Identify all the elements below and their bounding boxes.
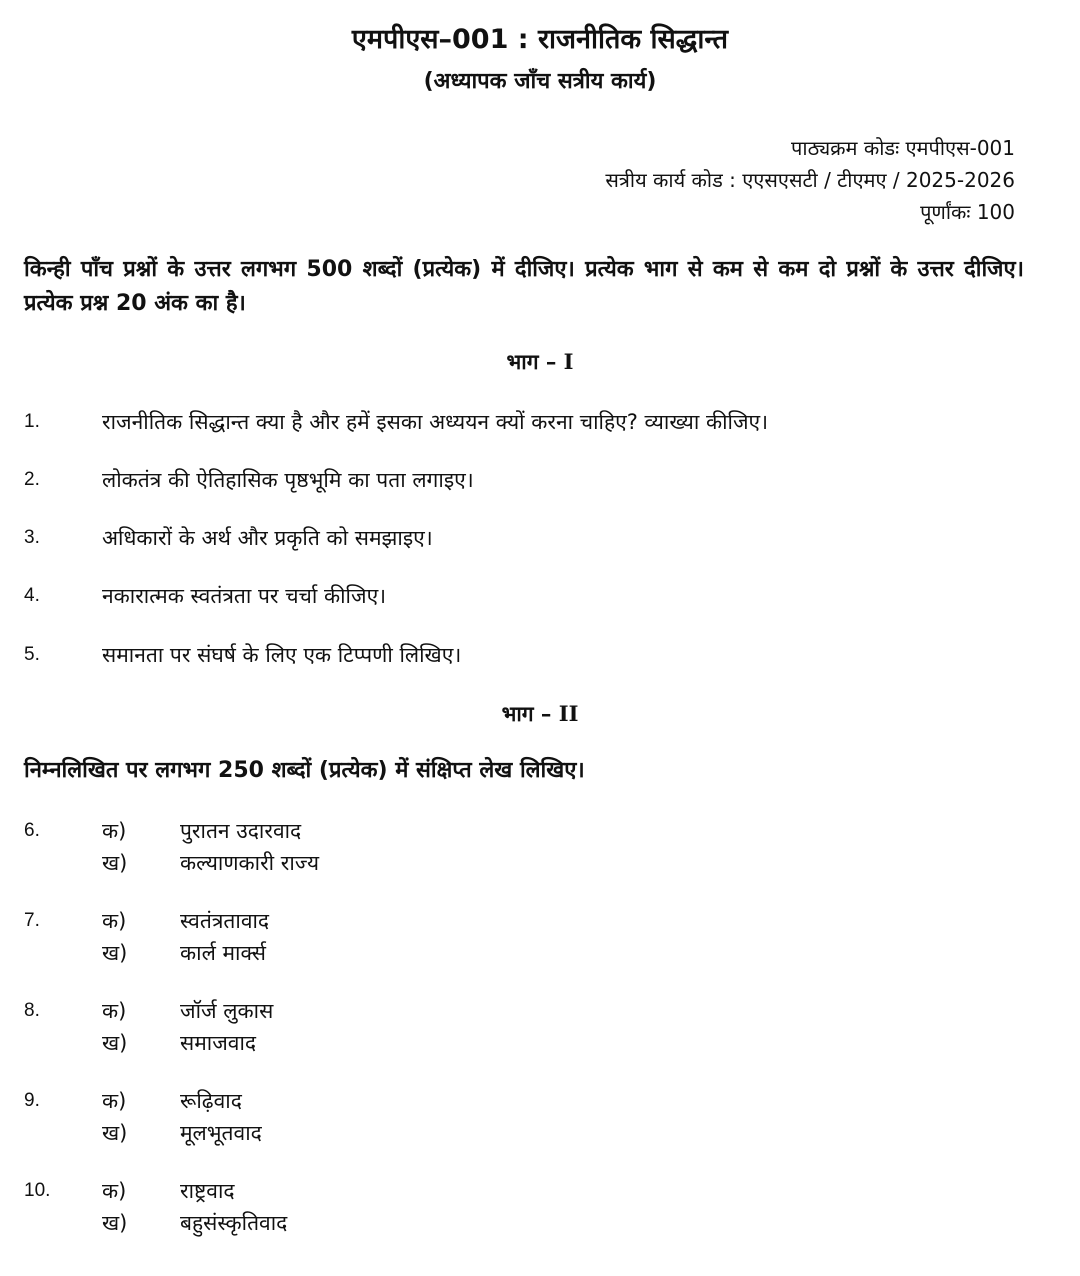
sub-item-text: पुरातन उदारवाद	[180, 819, 302, 843]
sub-item-text: कार्ल मार्क्स	[180, 941, 266, 965]
sub-item-marker: ख)	[102, 1211, 128, 1235]
sub-item-marker: क)	[102, 1179, 127, 1203]
short-note-group	[0, 1174, 1080, 1244]
sub-item-text: समाजवाद	[180, 1031, 257, 1055]
question-text: राजनीतिक सिद्धान्त क्या है और हमें इसका अध्ययन क्यों करना चाहिए? व्याख्या कीजिए।	[102, 410, 769, 434]
page-title: एमपीएस–001 : राजनीतिक सिद्धान्त	[351, 24, 729, 55]
question-number: 2.	[24, 469, 40, 490]
question-item	[0, 576, 1080, 616]
question-text: नकारात्मक स्वतंत्रता पर चर्चा कीजिए।	[102, 584, 387, 608]
sub-item-marker: क)	[102, 999, 127, 1023]
question-number: 1.	[24, 411, 40, 432]
short-note-group	[0, 904, 1080, 974]
assignment-code: सत्रीय कार्य कोड : एएसएसटी / टीएमए / 2025-2026	[605, 168, 1015, 192]
sub-item-text: राष्ट्रवाद	[180, 1179, 235, 1203]
sub-item-marker: क)	[102, 909, 127, 933]
question-text: लोकतंत्र की ऐतिहासिक पृष्ठभूमि का पता लगाइए।	[102, 468, 474, 492]
course-code: पाठ्यक्रम कोडः एमपीएस-001	[791, 136, 1015, 160]
sub-item-text: स्वतंत्रतावाद	[180, 909, 270, 933]
question-text: समानता पर संघर्ष के लिए एक टिप्पणी लिखिए।	[102, 643, 462, 667]
assignment-meta	[605, 132, 1015, 228]
question-number: 9.	[24, 1090, 40, 1111]
short-note-item	[0, 814, 1080, 848]
question-number: 6.	[24, 820, 40, 841]
question-item	[0, 518, 1080, 558]
sub-item-text: मूलभूतवाद	[180, 1121, 262, 1145]
part2-instructions: निम्नलिखित पर लगभग 250 शब्दों (प्रत्येक) में संक्षिप्त लेख लिखिए।	[24, 758, 585, 783]
short-note-item	[0, 1084, 1080, 1118]
sub-item-marker: क)	[102, 1089, 127, 1113]
sub-item-marker: ख)	[102, 1031, 128, 1055]
question-text: अधिकारों के अर्थ और प्रकृति को समझाइए।	[102, 526, 433, 550]
question-item	[0, 402, 1080, 442]
sub-item-text: कल्याणकारी राज्य	[180, 851, 320, 875]
sub-item-marker: क)	[102, 819, 127, 843]
sub-item-marker: ख)	[102, 941, 128, 965]
sub-item-text: रूढ़िवाद	[180, 1089, 242, 1113]
question-item	[0, 635, 1080, 675]
short-note-item	[0, 1206, 1080, 1240]
short-note-item	[0, 904, 1080, 938]
part2-heading: भाग – II	[501, 701, 579, 726]
question-number: 5.	[24, 644, 40, 665]
short-note-item	[0, 936, 1080, 970]
short-note-group	[0, 994, 1080, 1064]
question-number: 8.	[24, 1000, 40, 1021]
question-number: 4.	[24, 585, 40, 606]
short-note-item	[0, 846, 1080, 880]
sub-item-text: जॉर्ज लुकास	[180, 999, 274, 1023]
sub-item-marker: ख)	[102, 851, 128, 875]
max-marks: पूर्णांकः 100	[920, 200, 1015, 224]
question-number: 7.	[24, 910, 40, 931]
short-note-group	[0, 814, 1080, 884]
question-item	[0, 460, 1080, 500]
short-note-item	[0, 994, 1080, 1028]
short-note-item	[0, 1174, 1080, 1208]
short-note-group	[0, 1084, 1080, 1154]
part1-heading: भाग – I	[506, 349, 574, 374]
question-number: 10.	[24, 1180, 51, 1201]
sub-item-marker: ख)	[102, 1121, 128, 1145]
short-note-item	[0, 1026, 1080, 1060]
sub-item-text: बहुसंस्कृतिवाद	[180, 1211, 288, 1235]
part1-instructions: किन्ही पाँच प्रश्नों के उत्तर लगभग 500 शब्दों (प्रत्येक) में दीजिए। प्रत्येक भाग से कम से कम दो प्रश्नों के उत्तर दीजिए। प्रत्येक प्रश्न 20 अंक का है।	[24, 257, 1024, 316]
question-number: 3.	[24, 527, 40, 548]
page-subtitle: (अध्यापक जाँच सत्रीय कार्य)	[423, 69, 657, 94]
short-note-item	[0, 1116, 1080, 1150]
